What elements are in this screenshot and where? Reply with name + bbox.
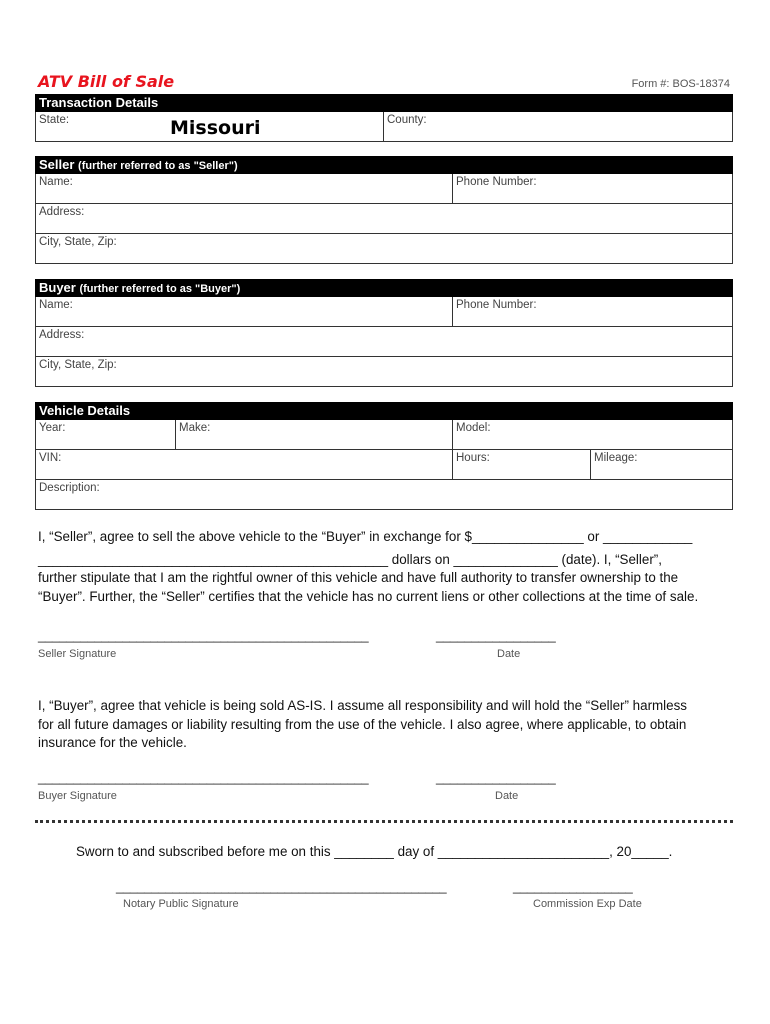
vin-label: VIN: xyxy=(39,452,62,464)
seller-heading: Seller (further referred to as "Seller") xyxy=(35,156,733,174)
form-number: Form #: BOS-18374 xyxy=(631,78,730,90)
seller-statement-line: _______________________________________________ dollars on ______________ (date). I, “Seller”, xyxy=(38,551,662,567)
state-label: State: xyxy=(39,114,70,126)
hours-field[interactable] xyxy=(452,450,590,479)
commission-exp-label: Commission Exp Date xyxy=(533,898,642,910)
seller-signature-line[interactable]: _______________________________________________ xyxy=(38,628,369,643)
seller-statement-line: I, “Seller”, agree to sell the above vehicle to the “Buyer” in exchange for $_______________ or ____________ xyxy=(38,529,693,544)
form-title: ATV Bill of Sale xyxy=(38,72,175,91)
vehicle-heading: Vehicle Details xyxy=(35,402,733,420)
state-field[interactable] xyxy=(36,112,383,141)
seller-phone-field[interactable] xyxy=(452,174,732,203)
buyer-name-label: Name: xyxy=(39,299,73,311)
mileage-field[interactable] xyxy=(590,450,732,479)
buyer-signature-label: Buyer Signature xyxy=(38,790,117,802)
buyer-phone-field[interactable] xyxy=(452,297,732,326)
seller-signature-label: Seller Signature xyxy=(38,648,117,660)
seller-date-line[interactable]: _________________ xyxy=(436,628,556,643)
buyer-section xyxy=(35,279,733,387)
notary-sworn-text: Sworn to and subscribed before me on this ________ day of _______________________, 20_____. xyxy=(76,844,673,859)
dotted-divider xyxy=(35,820,733,823)
year-label: Year: xyxy=(39,422,66,434)
seller-phone-label: Phone Number: xyxy=(456,176,537,188)
seller-statement-line: “Buyer”. Further, the “Seller” certifies that the vehicle has no current liens or other collections at the time of sale. xyxy=(38,588,699,604)
commission-exp-line[interactable]: _________________ xyxy=(513,879,633,894)
seller-address-label: Address: xyxy=(39,206,85,218)
seller-name-field[interactable] xyxy=(36,174,452,203)
description-field[interactable] xyxy=(36,480,732,509)
seller-address-field[interactable] xyxy=(36,204,732,233)
buyer-date-line[interactable]: _________________ xyxy=(436,770,556,785)
transaction-section xyxy=(35,94,733,142)
vin-field[interactable] xyxy=(36,450,452,479)
buyer-csz-field[interactable] xyxy=(36,357,732,386)
buyer-csz-label: City, State, Zip: xyxy=(39,359,117,371)
buyer-statement-line: insurance for the vehicle. xyxy=(38,735,187,750)
county-field[interactable] xyxy=(383,112,732,141)
buyer-address-label: Address: xyxy=(39,329,85,341)
buyer-phone-label: Phone Number: xyxy=(456,299,537,311)
buyer-address-field[interactable] xyxy=(36,327,732,356)
buyer-date-label: Date xyxy=(495,790,519,802)
model-field[interactable] xyxy=(452,420,732,449)
buyer-signature-line[interactable]: _______________________________________________ xyxy=(38,770,369,785)
mileage-label: Mileage: xyxy=(594,452,638,464)
transaction-heading: Transaction Details xyxy=(35,94,733,112)
make-field[interactable] xyxy=(175,420,452,449)
buyer-heading: Buyer (further referred to as "Buyer") xyxy=(35,279,733,297)
buyer-name-field[interactable] xyxy=(36,297,452,326)
seller-csz-label: City, State, Zip: xyxy=(39,236,117,248)
hours-label: Hours: xyxy=(456,452,490,464)
seller-statement xyxy=(38,528,732,606)
notary-signature-line[interactable]: _______________________________________________ xyxy=(116,879,447,894)
year-field[interactable] xyxy=(36,420,175,449)
notary-signature-label: Notary Public Signature xyxy=(123,898,239,910)
state-value: Missouri xyxy=(170,117,261,139)
county-label: County: xyxy=(387,114,427,126)
buyer-statement-line: for all future damages or liability resulting from the use of the vehicle. I also agree, where applicable, to obtain xyxy=(38,716,687,732)
seller-name-label: Name: xyxy=(39,176,73,188)
vehicle-section xyxy=(35,402,733,510)
seller-date-label: Date xyxy=(497,648,521,660)
seller-section xyxy=(35,156,733,264)
buyer-statement xyxy=(38,697,732,753)
buyer-statement-line: I, “Buyer”, agree that vehicle is being sold AS-IS. I assume all responsibility and will hold the “Seller” harmless xyxy=(38,698,687,713)
model-label: Model: xyxy=(456,422,491,434)
seller-statement-line: further stipulate that I am the rightful owner of this vehicle and have full authority to transfer ownership to the xyxy=(38,570,679,585)
seller-csz-field[interactable] xyxy=(36,234,732,263)
make-label: Make: xyxy=(179,422,211,434)
description-label: Description: xyxy=(39,482,100,494)
